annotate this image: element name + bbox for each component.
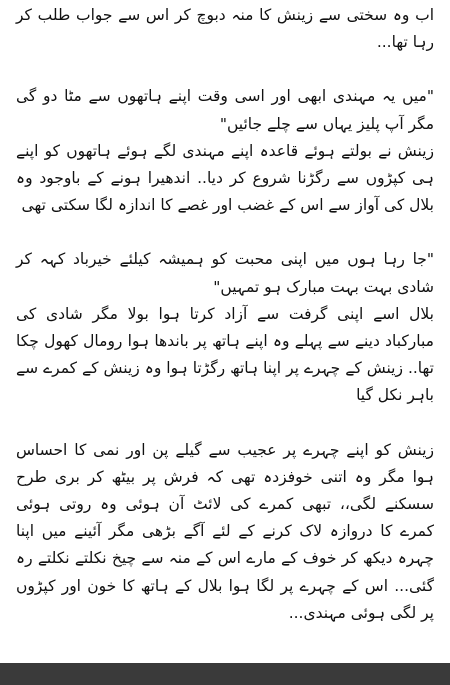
paragraph-5: بلال اسے اپنی گرفت سے آزاد کرتا ہوا بولا مگر شادی کی مبارکباد دینے سے پہلے وہ اپنے ہاتھ پر باندھا ہوا رومال کھول چکا تھا.. زینش کے چہرے پر اپنا ہاتھ رگڑتا ہوا وہ زینش کے کمرے سے باہر نکل گیا	[16, 304, 434, 405]
paragraph-gap	[16, 219, 434, 246]
bottom-bar	[0, 663, 450, 685]
paragraph-6: زینش کو اپنے چہرے پر عجیب سے گیلے پن اور نمی کا احساس ہوا مگر وہ اتنی خوفزدہ تھی کہ فرش پر بیٹھ کر بری طرح سسکنے لگی،، تبھی کمرے کی لائٹ آن ہوئی وہ روتی ہوئی کمرے کا دروازہ لاک کرنے کے لئے آگے بڑھی مگر آئینے میں اپنا چہرہ دیکھ کر خوف کے مارے اس کے منہ سے چیخ نکلتے نکلتے رہ گئی... اس کے چہرے پر لگا ہوا بلال کے ہاتھ کا خون اور کپڑوں پر لگی ہوئی مہندی...	[16, 440, 434, 622]
story-text	[16, 2, 434, 627]
paragraph-2: "میں یہ مہندی ابھی اور اسی وقت اپنے ہاتھوں سے مٹا دو گی مگر آپ پلیز یہاں سے چلے جائیں"	[16, 87, 434, 133]
paragraph-4: "جا رہا ہوں میں اپنی محبت کو ہمیشہ کیلئے خیرباد کہہ کر شادی بہت بہت مبارک ہو تمہیں"	[16, 250, 434, 296]
paragraph-gap	[16, 410, 434, 437]
paragraph-1: اب وہ سختی سے زینش کا منہ دبوچ کر اس سے جواب طلب کر رہا تھا...	[16, 6, 434, 52]
paragraph-gap	[16, 56, 434, 83]
paragraph-3: زینش نے بولتے ہوئے قاعدہ اپنے مہندی لگے ہوئے ہاتھوں کو اپنے ہی کپڑوں سے رگڑنا شروع کر دیا.. اندھیرا ہونے کے باوجود وہ بلال کی آواز سے اس کے غضب اور غصے کا اندازہ لگا سکتی تھی	[16, 141, 434, 215]
